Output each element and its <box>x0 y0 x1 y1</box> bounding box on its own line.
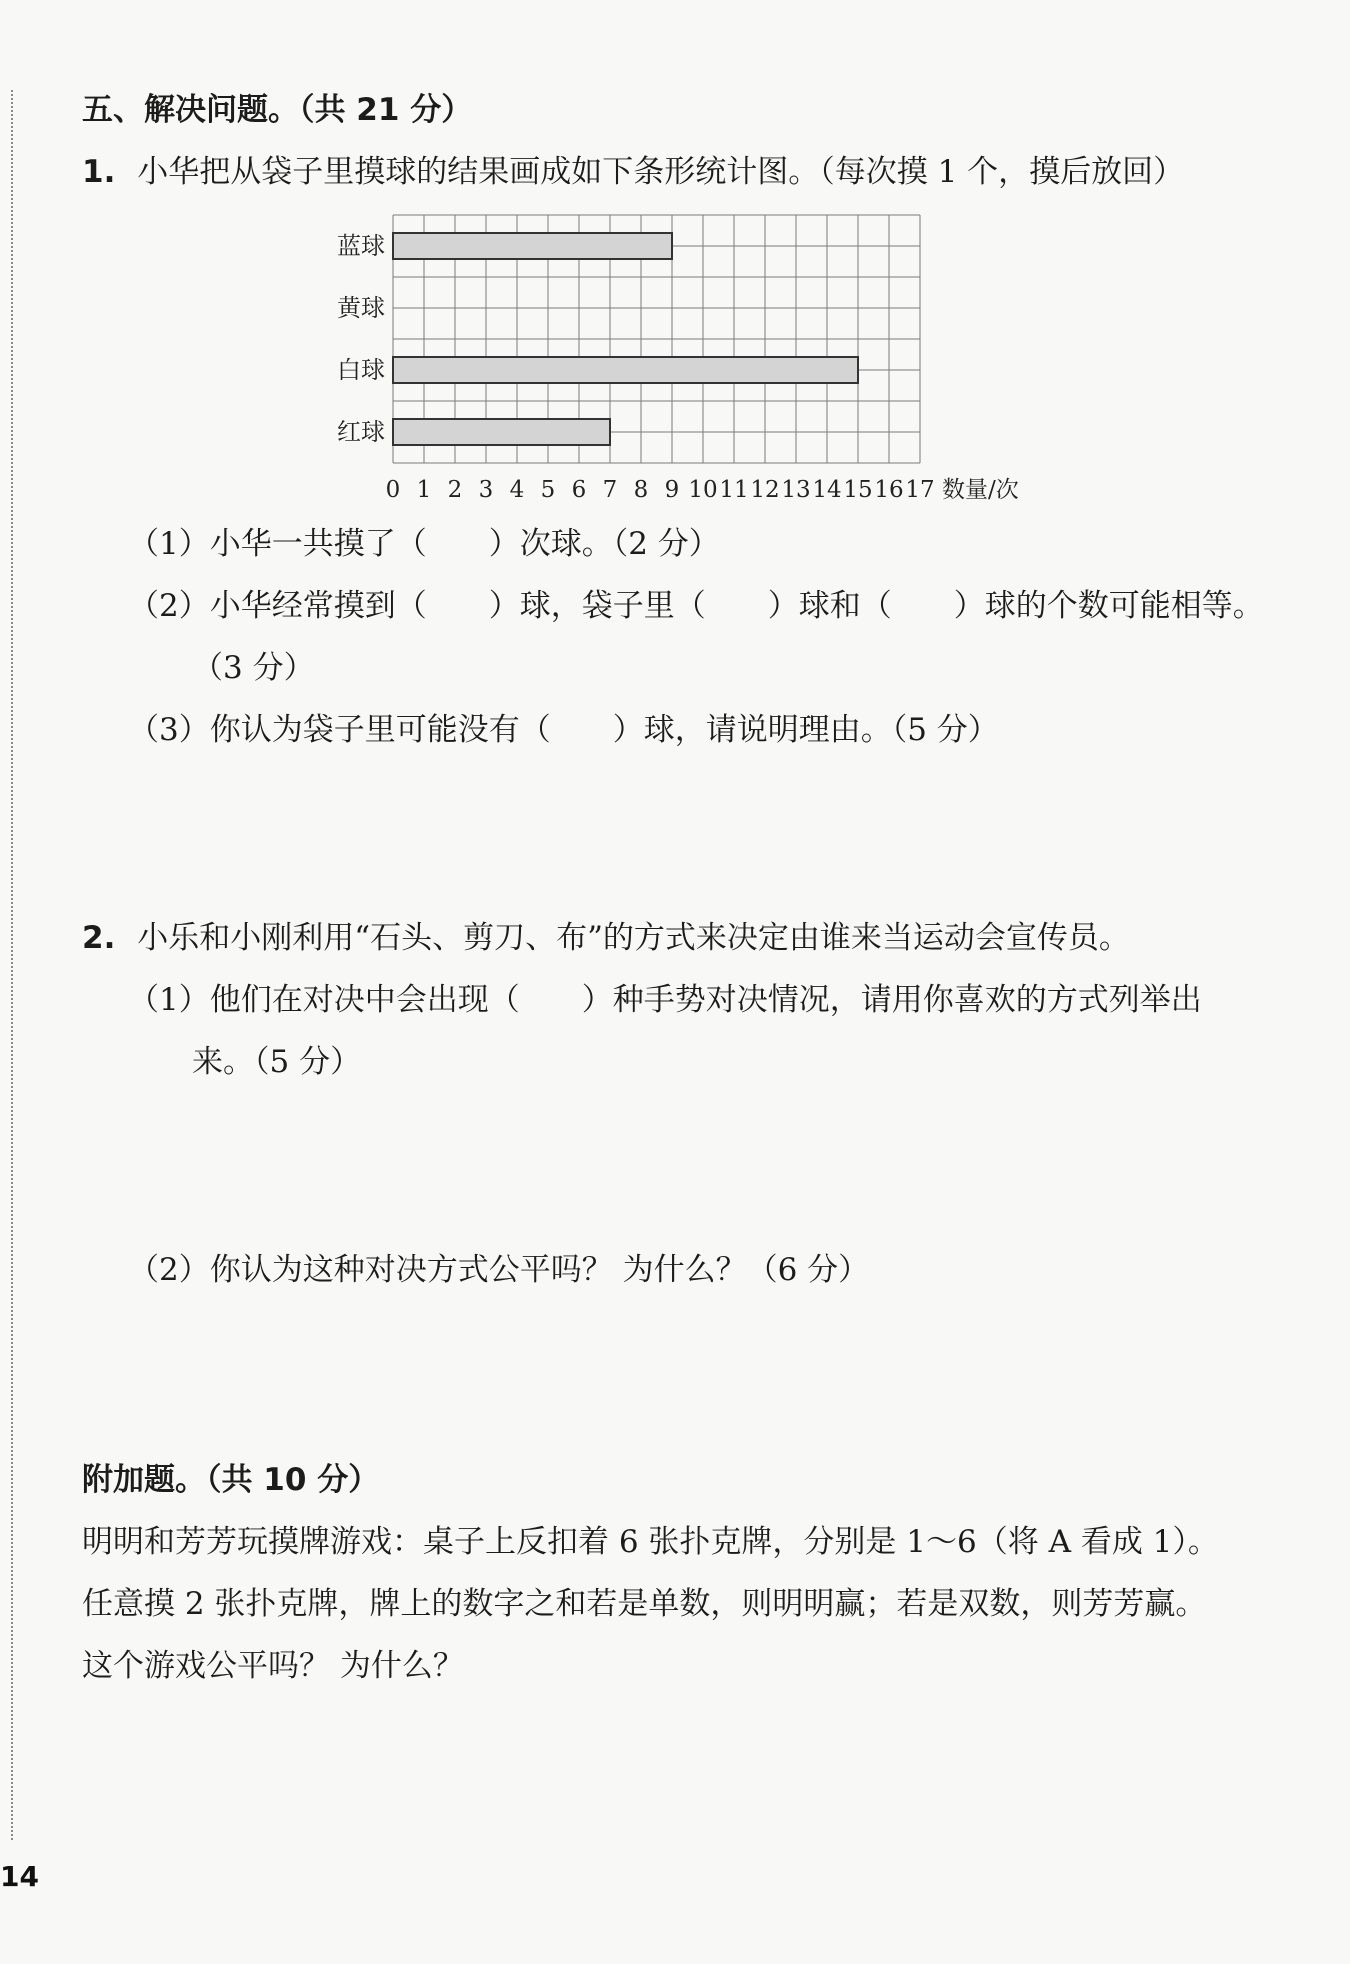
question-2 <box>82 918 1130 958</box>
section-title-points: 21 <box>356 92 400 128</box>
bonus-title-prefix: 附加题。（共 <box>82 1462 264 1498</box>
question-1 <box>82 152 1184 192</box>
x-tick-label: 3 <box>478 477 494 503</box>
question-1-sub-1: （1）小华一共摸了（ ）次球。（2 分） <box>128 526 720 562</box>
bar-红球 <box>393 419 610 445</box>
question-2-text: 小乐和小刚利用“石头、剪刀、布”的方式来决定由谁来当运动会宣传员。 <box>137 920 1130 956</box>
x-tick-label: 2 <box>447 477 463 503</box>
bonus-title-suffix: 分） <box>306 1462 380 1498</box>
bonus-line-1: 明明和芳芳玩摸牌游戏：桌子上反扣着 6 张扑克牌，分别是 1～6（将 A 看成 1）。 <box>82 1524 1219 1560</box>
x-tick-label: 13 <box>781 477 811 503</box>
x-tick-label: 14 <box>812 477 842 503</box>
section-title-prefix: 五、解决问题。（共 <box>82 92 357 128</box>
x-tick-label: 6 <box>571 477 587 503</box>
x-tick-label: 7 <box>602 477 618 503</box>
x-tick-label: 10 <box>688 477 718 503</box>
x-tick-label: 11 <box>719 477 749 503</box>
question-2-sub-1-continued: 来。（5 分） <box>192 1044 362 1080</box>
question-2-number: 2. <box>82 920 116 956</box>
x-tick-label: 4 <box>509 477 525 503</box>
x-tick-label: 16 <box>874 477 904 503</box>
section-title <box>82 90 472 130</box>
binding-margin-line <box>11 90 13 1840</box>
bar-chart <box>315 205 1075 505</box>
question-2-sub-2: （2）你认为这种对决方式公平吗？ 为什么？（6 分） <box>128 1252 870 1288</box>
question-1-text: 小华把从袋子里摸球的结果画成如下条形统计图。（每次摸 1 个，摸后放回） <box>137 154 1185 190</box>
bonus-title <box>82 1460 379 1500</box>
x-tick-label: 15 <box>843 477 873 503</box>
section-title-suffix: 分） <box>399 92 473 128</box>
x-tick-label: 9 <box>664 477 680 503</box>
bar-白球 <box>393 357 858 383</box>
category-label: 蓝球 <box>337 232 385 260</box>
x-axis-label: 数量/次 <box>942 477 1019 503</box>
page-number: 14 <box>0 1860 39 1893</box>
category-label: 黄球 <box>337 294 385 322</box>
x-tick-label: 8 <box>633 477 649 503</box>
x-tick-label: 12 <box>750 477 780 503</box>
bonus-line-2: 任意摸 2 张扑克牌，牌上的数字之和若是单数，则明明赢；若是双数，则芳芳赢。 <box>82 1586 1207 1622</box>
category-label: 白球 <box>337 356 385 384</box>
bar-蓝球 <box>393 233 672 259</box>
question-1-number: 1. <box>82 154 116 190</box>
bonus-line-3: 这个游戏公平吗？ 为什么？ <box>82 1648 464 1684</box>
question-2-sub-1: （1）他们在对决中会出现（ ）种手势对决情况，请用你喜欢的方式列举出 <box>128 982 1202 1018</box>
question-1-sub-3: （3）你认为袋子里可能没有（ ）球，请说明理由。（5 分） <box>128 712 999 748</box>
question-1-sub-2-points: （3 分） <box>192 650 315 686</box>
x-tick-label: 1 <box>416 477 432 503</box>
x-tick-label: 5 <box>540 477 556 503</box>
x-tick-label: 0 <box>385 477 401 503</box>
question-1-sub-2: （2）小华经常摸到（ ）球，袋子里（ ）球和（ ）球的个数可能相等。 <box>128 588 1264 624</box>
x-tick-label: 17 <box>905 477 935 503</box>
category-label: 红球 <box>337 418 385 446</box>
bonus-title-points: 10 <box>263 1462 307 1498</box>
